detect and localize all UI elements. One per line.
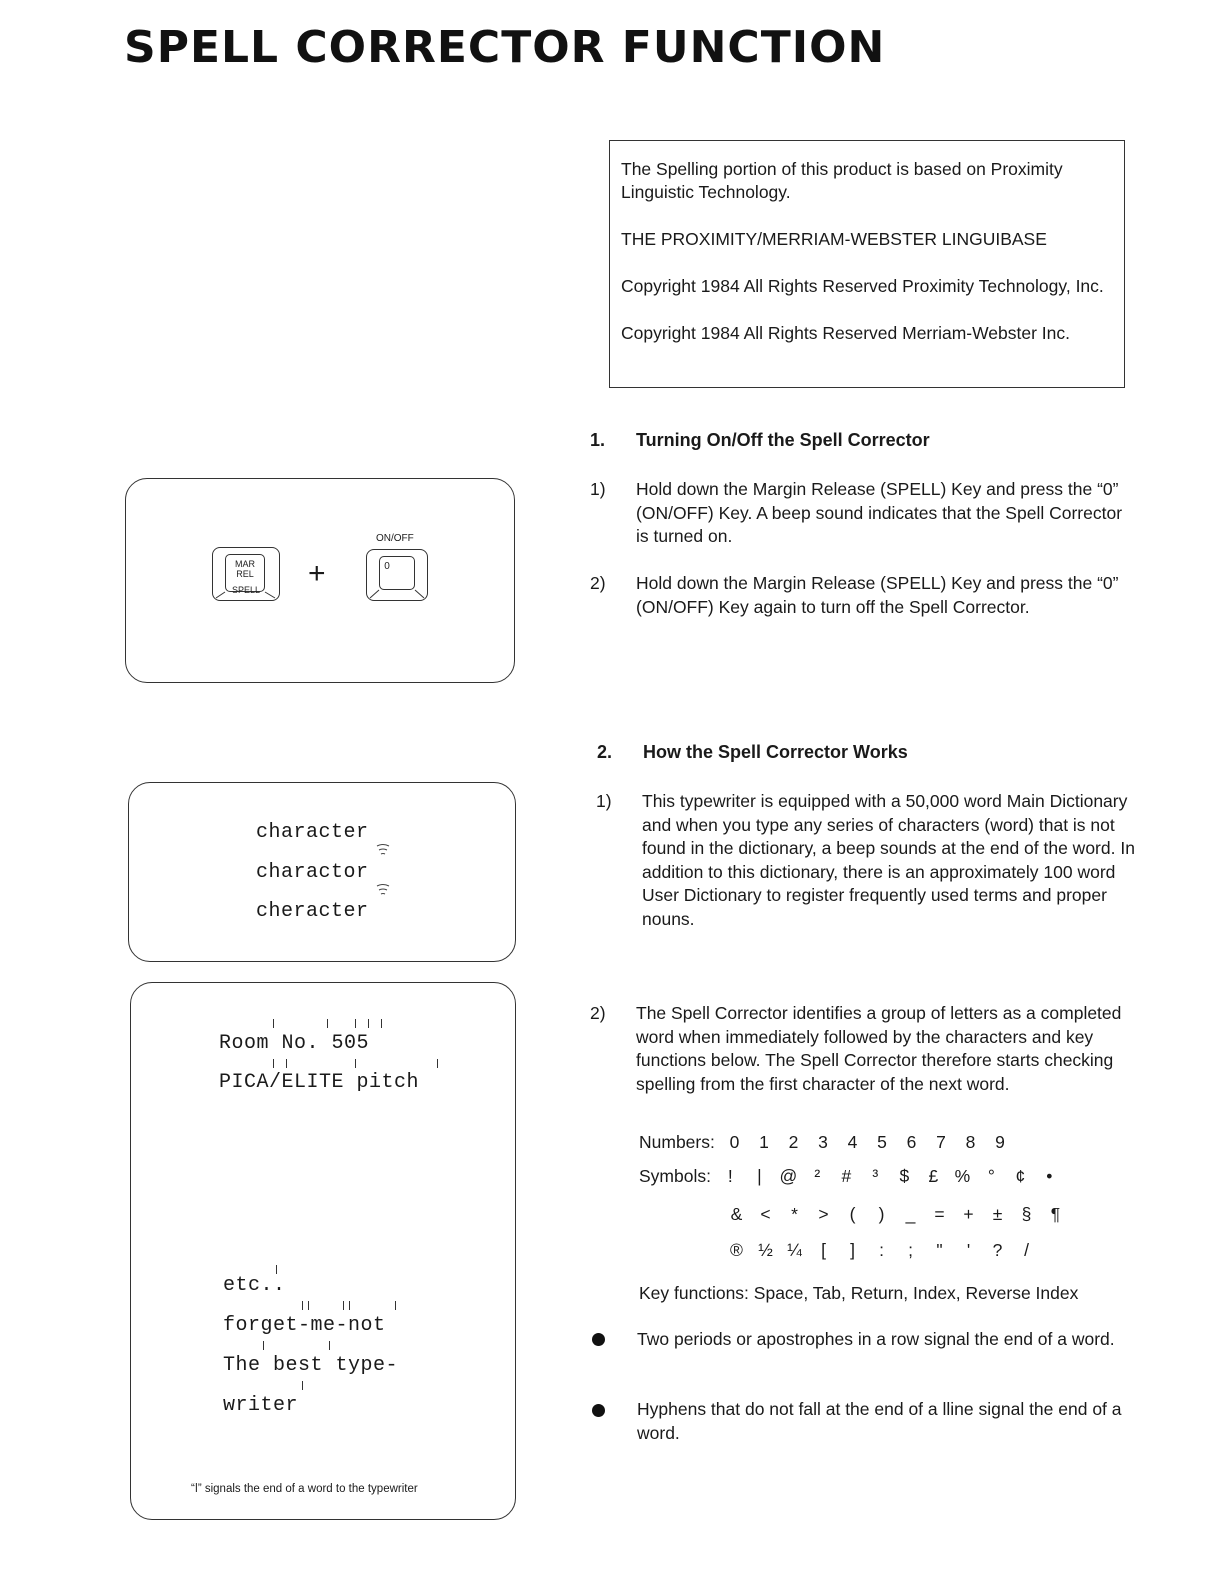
zero-key-icon — [366, 549, 428, 601]
glyph: 4 — [847, 1132, 858, 1152]
notice-line: THE PROXIMITY/MERRIAM-WEBSTER LINGUIBASE — [621, 229, 1047, 249]
glyph: ; — [908, 1240, 913, 1260]
copyright-notice-box — [609, 140, 1125, 388]
notice-line: The Spelling portion of this product is based on Proximity Linguistic Technology. — [621, 159, 1063, 202]
example-line: Room No. 505 — [219, 1032, 370, 1055]
glyph: : — [879, 1240, 884, 1260]
key-label: SPELL — [231, 585, 261, 595]
glyph: ? — [992, 1240, 1003, 1260]
glyph: $ — [899, 1166, 910, 1186]
glyph: £ — [928, 1166, 939, 1186]
section-title: How the Spell Corrector Works — [643, 742, 908, 762]
key-label: MAR — [235, 559, 255, 569]
glyph: 7 — [936, 1132, 946, 1152]
glyph: 9 — [995, 1132, 1005, 1152]
glyph: @ — [779, 1166, 798, 1186]
glyph: = — [934, 1204, 945, 1224]
glyph: ² — [814, 1166, 821, 1186]
word-end-marker — [273, 1019, 274, 1028]
word-end-marker — [437, 1059, 438, 1068]
numbers-row — [639, 1132, 1015, 1153]
symbols-list — [722, 1204, 1070, 1224]
key-functions-text: Key functions: Space, Tab, Return, Index, Reverse Index — [639, 1283, 1079, 1303]
word-end-marker — [308, 1301, 309, 1310]
glyph: ± — [992, 1204, 1003, 1224]
glyph: ³ — [872, 1166, 879, 1186]
onoff-label: ON/OFF — [376, 533, 414, 544]
glyph: + — [963, 1204, 974, 1224]
word-end-marker — [329, 1341, 330, 1350]
glyph: * — [791, 1204, 798, 1224]
word-end-marker — [368, 1019, 369, 1028]
word-end-marker — [349, 1301, 350, 1310]
item-number: 1) — [596, 791, 612, 811]
item-number: 2) — [590, 573, 606, 593]
section-title: Turning On/Off the Spell Corrector — [636, 430, 930, 450]
section-2-heading — [597, 742, 1137, 766]
symbols-list — [716, 1166, 1064, 1186]
key-bevel-icon — [367, 550, 427, 600]
glyph: ¢ — [1015, 1166, 1026, 1186]
key-label: REL — [236, 569, 254, 579]
word-end-marker — [355, 1059, 356, 1068]
word-end-example-panel — [130, 982, 516, 1520]
section-1-item-2 — [590, 572, 1135, 622]
section-2-item-1 — [596, 790, 1141, 935]
example-word-misspelled: charactor — [256, 861, 369, 884]
glyph: 8 — [965, 1132, 976, 1152]
caption: “ǀ” signals the end of a word to the typewriter — [191, 1483, 418, 1495]
dictionary-example-panel — [128, 782, 516, 962]
glyph: ½ — [758, 1240, 773, 1260]
item-text: Hold down the Margin Release (SPELL) Key and press the “0” (ON/OFF) Key. A beep sound indicates that the Spell Corrector is turned on. — [636, 479, 1123, 546]
example-line: writer — [223, 1394, 299, 1417]
glyph: 0 — [729, 1132, 740, 1152]
glyph: 1 — [759, 1132, 769, 1152]
word-end-marker — [263, 1341, 264, 1350]
word-end-marker — [276, 1265, 277, 1274]
glyph: ) — [878, 1204, 885, 1224]
glyph: • — [1046, 1166, 1053, 1186]
key-combination-panel — [125, 478, 515, 683]
word-end-marker — [395, 1301, 396, 1310]
word-end-marker — [302, 1301, 303, 1310]
example-line: etc.. — [223, 1274, 286, 1297]
bullet-text: Hyphens that do not fall at the end of a lline signal the end of a word. — [637, 1399, 1122, 1443]
word-end-marker — [343, 1301, 344, 1310]
glyph: ° — [987, 1166, 995, 1186]
symbols-label: Symbols: — [639, 1166, 711, 1186]
key-label: 0 — [384, 561, 390, 572]
section-1-heading — [590, 430, 1130, 454]
numbers-list — [720, 1132, 1015, 1152]
word-end-marker — [273, 1059, 274, 1068]
item-text: This typewriter is equipped with a 50,000 word Main Dictionary and when you type any series of characters (word) that is not found in the dictionary, a beep sounds at the end of the word. In addition to this dictionary, there is an approximately 100 word User Dictionary to register frequently used terms and proper nouns. — [642, 791, 1135, 929]
section-number: 2. — [597, 742, 613, 762]
word-end-marker — [355, 1019, 356, 1028]
beep-sound-icon — [375, 883, 391, 901]
symbols-list — [722, 1240, 1041, 1260]
glyph: ! — [727, 1166, 733, 1186]
example-word-correct: character — [256, 821, 369, 844]
glyph: 3 — [818, 1132, 828, 1152]
margin-release-key-icon — [212, 547, 280, 601]
glyph: > — [818, 1204, 829, 1224]
example-line: The best type- — [223, 1354, 399, 1377]
glyph: ¼ — [787, 1240, 802, 1260]
glyph: # — [841, 1166, 852, 1186]
glyph: [ — [821, 1240, 826, 1260]
bullet-text: Two periods or apostrophes in a row signal the end of a word. — [637, 1329, 1115, 1349]
item-text: The Spell Corrector identifies a group of letters as a completed word when immediately followed by the characters and key functions below. The Spell Corrector therefore starts checking spelling from the first character of the next word. — [636, 1003, 1122, 1094]
word-end-marker — [327, 1019, 328, 1028]
word-end-marker — [286, 1059, 287, 1068]
plus-sign: + — [308, 557, 326, 590]
notice-line: Copyright 1984 All Rights Reserved Merriam-Webster Inc. — [621, 323, 1071, 343]
glyph: & — [730, 1204, 743, 1224]
bullet-icon — [592, 1333, 605, 1346]
glyph: ( — [849, 1204, 856, 1224]
example-word-misspelled: cheracter — [256, 900, 369, 923]
glyph: 6 — [906, 1132, 917, 1152]
numbers-label: Numbers: — [639, 1132, 715, 1152]
item-text: Hold down the Margin Release (SPELL) Key and press the “0” (ON/OFF) Key again to turn off the Spell Corrector. — [636, 573, 1119, 617]
section-number: 1. — [590, 430, 606, 450]
glyph: ] — [850, 1240, 855, 1260]
notice-line: Copyright 1984 All Rights Reserved Proximity Technology, Inc. — [621, 276, 1104, 296]
glyph: ' — [966, 1240, 971, 1260]
glyph: _ — [905, 1204, 916, 1224]
bullet-icon — [592, 1404, 605, 1417]
page-title: SPELL CORRECTOR FUNCTION — [124, 22, 886, 73]
glyph: " — [936, 1240, 943, 1260]
word-end-marker — [302, 1381, 303, 1390]
glyph: | — [757, 1166, 762, 1186]
symbols-row-2 — [722, 1204, 1070, 1225]
glyph: ® — [730, 1240, 743, 1260]
symbols-row-3 — [722, 1240, 1041, 1261]
glyph: 5 — [877, 1132, 887, 1152]
glyph: < — [760, 1204, 771, 1224]
item-number: 2) — [590, 1003, 606, 1023]
section-1-item-1 — [590, 478, 1135, 550]
example-line: PICA/ELITE pitch — [219, 1071, 420, 1094]
item-number: 1) — [590, 479, 606, 499]
glyph: / — [1024, 1240, 1029, 1260]
example-line: forget-me-not — [223, 1314, 386, 1337]
glyph: % — [954, 1166, 971, 1186]
glyph: § — [1021, 1204, 1032, 1224]
glyph: ¶ — [1050, 1204, 1061, 1224]
word-end-marker — [381, 1019, 382, 1028]
beep-sound-icon — [375, 843, 391, 861]
glyph: 2 — [788, 1132, 799, 1152]
section-2-item-2 — [590, 1002, 1135, 1122]
symbols-row-1 — [639, 1166, 1064, 1187]
